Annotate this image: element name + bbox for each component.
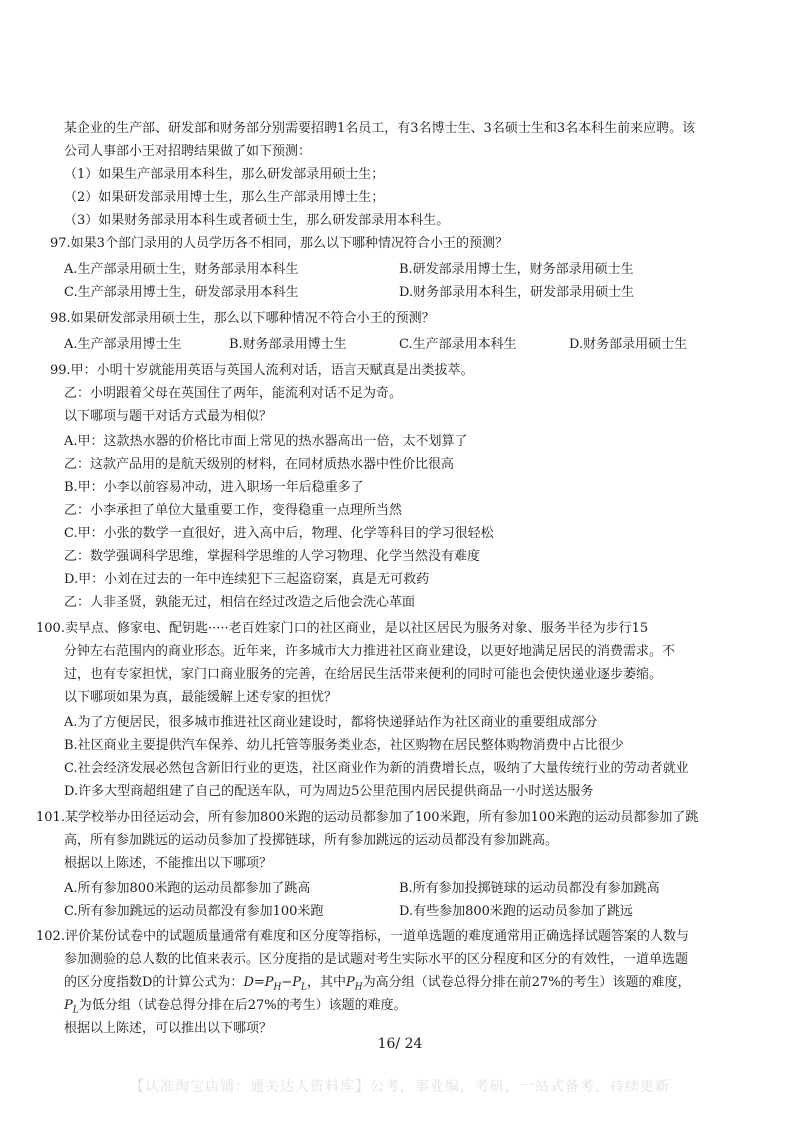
q99-stem: 99.甲：小明十岁就能用英语与英国人流利对话，语言天赋真是出类拔萃。 <box>50 363 474 378</box>
q101-option-a: A.所有参加800米跑的运动员都参加了跳高 <box>64 881 311 896</box>
q102-line-3-mid: ，其中 <box>307 975 347 990</box>
formula-d: $D=P_H-P_L$ <box>243 975 308 993</box>
intro-premise-3: （3）如果财务部录用本科生或者硕士生，那么研发部录用本科生。 <box>64 213 450 228</box>
q101-stem: 101.某学校举办田径运动会，所有参加800米跑的运动员都参加了100米跑，所有参加100米跑的运动员都参加了跳 <box>36 810 699 825</box>
q100-option-d: D.许多大型商超组建了自己的配送车队，可为周边5公里范围内居民提供商品一小时送达服务 <box>64 784 594 799</box>
q98-option-a: A.生产部录用博士生 <box>64 337 182 352</box>
q99-option-c-1: C.甲：小张的数学一直很好，进入高中后，物理、化学等科目的学习很轻松 <box>64 526 494 541</box>
q99-line-3: 以下哪项与题干对话方式最为相似？ <box>64 409 273 424</box>
intro-line-1: 某企业的生产部、研发部和财务部分别需要招聘1名员工，有3名博士生、3名硕士生和3名本科生前来应聘。该 <box>64 121 696 136</box>
q101-option-d: D.有些参加800米跑的运动员参加了跳远 <box>399 904 633 919</box>
q100-line-2: 分钟左右范围内的商业形态。近年来，许多城市大力推进社区商业建设，以更好地满足居民的消费需求。不 <box>64 644 676 659</box>
q99-option-a-1: A.甲：这款热水器的价格比市面上常见的热水器高出一倍，太不划算了 <box>64 434 468 449</box>
q100-stem: 100.卖早点、修家电、配钥匙·····老百姓家门口的社区商业，是以社区居民为服务对象、服务半径为步行15 <box>36 621 649 636</box>
q97-option-a: A.生产部录用硕士生，财务部录用本科生 <box>64 262 299 277</box>
intro-premise-1: （1）如果生产部录用本科生，那么研发部录用硕士生； <box>64 167 385 182</box>
q102-stem: 102.评价某份试卷中的试题质量通常有难度和区分度等指标，一道单选题的难度通常用正确选择试题答案的人数与 <box>36 929 689 944</box>
q99-option-d-1: D.甲：小刘在过去的一年中连续犯下三起盗窃案，真是无可救药 <box>64 572 430 587</box>
page-number: 16/ 24 <box>377 1036 423 1052</box>
q97-stem: 97.如果3个部门录用的人员学历各不相同，那么以下哪种情况符合小王的预测？ <box>50 236 508 251</box>
q100-line-3: 过，也有专家担忧，家门口商业服务的完善，在给居民生活带来便利的同时可能也会使快递业逐步萎缩。 <box>64 667 663 682</box>
q97-option-d: D.财务部录用本科生，研发部录用硕士生 <box>399 285 635 300</box>
q100-option-a: A.为了方便居民，很多城市推进社区商业建设时，都将快递驿站作为社区商业的重要组成部分 <box>64 715 598 730</box>
q97-option-b: B.研发部录用博士生，财务部录用硕士生 <box>399 262 634 277</box>
q99-option-d-2: 乙：人非圣贤，孰能无过，相信在经过改造之后他会洗心革面 <box>64 595 416 610</box>
intro-line-2: 公司人事部小王对招聘结果做了如下预测： <box>64 144 312 159</box>
q98-option-b: B.财务部录用博士生 <box>229 337 347 352</box>
q99-option-b-1: B.甲：小李以前容易冲动，进入职场一年后稳重多了 <box>64 480 364 495</box>
q100-option-b: B.社区商业主要提供汽车保养、幼儿托管等服务类业态，社区购物在居民整体购物消费中占比很少 <box>64 738 624 753</box>
q98-option-c: C.生产部录用本科生 <box>399 337 517 352</box>
intro-premise-2: （2）如果研发部录用博士生，那么生产部录用博士生； <box>64 190 385 205</box>
watermark-text: 【认准淘宝店铺：通关达人资料库】公考，事业编，考研，一站式备考，持续更新 <box>130 1079 670 1095</box>
q100-line-4: 以下哪项如果为真，最能缓解上述专家的担忧？ <box>64 690 338 705</box>
q99-option-c-2: 乙：数学强调科学思维，掌握科学思维的人学习物理、化学当然没有难度 <box>64 549 481 564</box>
q101-line-2: 高，所有参加跳远的运动员参加了投掷链球，所有参加跳远的运动员都没有参加跳高。 <box>64 833 559 848</box>
formula-ph: $P_H$ <box>346 975 363 993</box>
q101-line-3: 根据以上陈述，不能推出以下哪项？ <box>64 856 273 871</box>
q102-line-4-post: 为低分组（试卷总得分排在后27%的考生）该题的难度。 <box>78 998 407 1013</box>
q102-line-3-post: 为高分组（试卷总得分排在前27%的考生）该题的难度， <box>362 975 691 990</box>
q102-line-2: 参加测验的总人数的比值来表示。区分度指的是试题对考生实际水平的区分程度和区分的有效性，一道单选题 <box>64 952 689 967</box>
q97-option-c: C.生产部录用博士生，研发部录用本科生 <box>64 285 299 300</box>
q102-line-3 <box>64 974 691 997</box>
q98-option-d: D.财务部录用硕士生 <box>569 337 688 352</box>
q99-option-a-2: 乙：这款产品用的是航天级别的材料，在同材质热水器中性价比很高 <box>64 457 455 472</box>
q100-option-c: C.社会经济发展必然包含新旧行业的更迭，社区商业作为新的消费增长点，吸纳了大量传统行业的劳动者就业 <box>64 761 689 776</box>
q99-option-b-2: 乙：小李承担了单位大量重要工作，变得稳重一点理所当然 <box>64 503 403 518</box>
q99-line-2: 乙：小明跟着父母在英国住了两年，能流利对话不足为奇。 <box>64 386 403 401</box>
formula-pl: $P_L$ <box>64 998 79 1016</box>
q101-option-c: C.所有参加跳远的运动员都没有参加100米跑 <box>64 904 324 919</box>
q102-line-5: 根据以上陈述，可以推出以下哪项？ <box>64 1021 273 1036</box>
q102-line-4 <box>64 997 407 1020</box>
q102-line-3-pre: 的区分度指数D的计算公式为： <box>64 975 244 990</box>
q101-option-b: B.所有参加投掷链球的运动员都没有参加跳高 <box>399 881 660 896</box>
q98-stem: 98.如果研发部录用硕士生，那么以下哪种情况不符合小王的预测？ <box>50 311 435 326</box>
